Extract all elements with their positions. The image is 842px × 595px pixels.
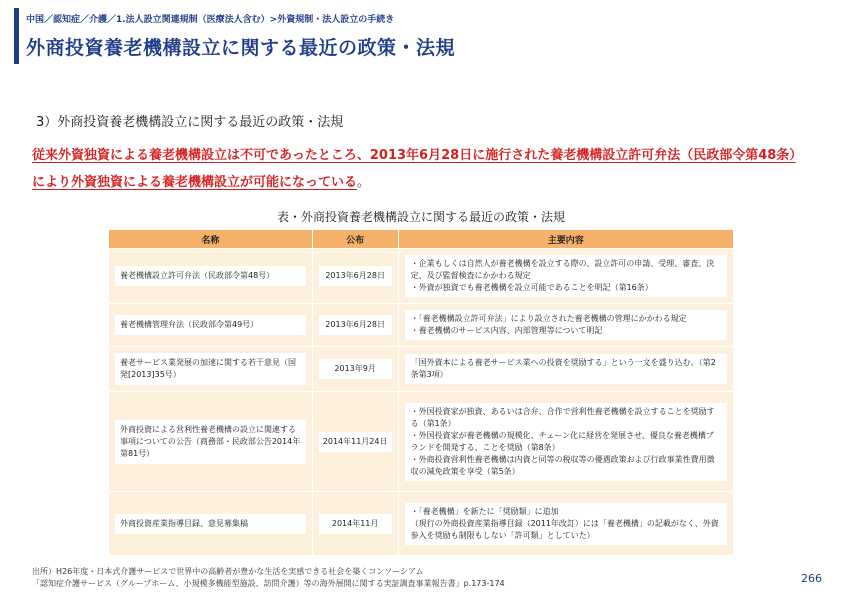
- row-name: 外商投資産業指導目録、意見募集稿: [115, 514, 306, 534]
- table-row: [109, 304, 734, 347]
- row-date: 2013年6月28日: [319, 315, 392, 335]
- breadcrumb: 中国／認知症／介護／1.法人設立関連規制（医療法人含む）>外資規制・法人設立の手続き: [26, 15, 395, 25]
- table-row: [109, 249, 734, 304]
- table-caption: 表・外商投資養老機構設立に関する最近の政策・法規: [276, 210, 565, 224]
- row-content: ・企業もしくは自然人が養老機構を設立する際の、設立許可の申請、受理、審査、決定、及び監督検査にかかわる規定 ・外資が独資でも養老機構を設立可能であることを明記（第16条）: [405, 255, 727, 297]
- key-finding: [32, 142, 802, 196]
- row-date: 2014年11月: [319, 514, 392, 534]
- page-number: 266: [801, 572, 822, 585]
- row-name: 外商投資による営利性養老機構の設立に関連する事項についての公告（商務部・民政部公告2014年第81号）: [115, 420, 306, 464]
- section-heading: 3）外商投資養老機構設立に関する最近の政策・法規: [36, 115, 344, 130]
- key-finding-period: 。: [357, 175, 371, 190]
- row-content: ・「養老機構」を新たに「奨励類」に追加 （現行の外商投資産業指導目録（2011年改訂）には「養老機構」の記載がなく、外資参入を奨励も制限もしない「許可類」としていた）: [405, 503, 727, 545]
- title-accent-bar: [14, 8, 19, 64]
- row-name: 養老機構管理弁法（民政部令第49号）: [115, 315, 306, 335]
- policy-table: [108, 229, 734, 556]
- header-content: 主要内容: [398, 230, 733, 249]
- source-note: [32, 566, 505, 590]
- table-row: [109, 347, 734, 392]
- row-name: 養老機構設立許可弁法（民政部令第48号）: [115, 266, 306, 286]
- header-date: 公布: [312, 230, 398, 249]
- row-content: 「国外資本による養老サービス業への投資を奨励する」という一文を盛り込む。（第2条第3項）: [405, 354, 727, 384]
- table-row: [109, 392, 734, 492]
- row-content: ・外国投資家が独資、あるいは合弁、合作で営利性養老機構を設立することを奨励する（第1条） ・外国投資家が養老機構の規模化、チェーン化に経営を発展させ、優良な養老機構ブランドを開発する、ことを奨励（第8条） ・外商投資営利性養老機構は内資と同等の税収等の優遇政策および行政事業性費用徴収の減免政策を享受（第5条）: [405, 403, 727, 481]
- row-date: 2013年9月: [319, 359, 392, 379]
- header-name: 名称: [109, 230, 313, 249]
- row-content: ・「養老機構設立許可弁法」により設立された養老機構の管理にかかわる規定 ・養老機構のサービス内容、内部管理等について明記: [405, 310, 727, 340]
- source-line-2: 「認知症介護サービス（グループホーム、小規模多機能型施設、訪問介護）等の海外展開に関する実証調査事業報告書」p.173-174: [32, 579, 505, 588]
- table-header-row: [109, 230, 734, 249]
- source-line-1: 出所）H26年度・日本式介護サービスで世界中の高齢者が豊かな生活を実感できる社会を築くコンソーシアム: [32, 567, 424, 576]
- table-row: [109, 492, 734, 556]
- key-finding-text: 従来外資独資による養老機構設立は不可であったところ、2013年6月28日に施行された養老機構設立許可弁法（民政部令第48条）により外資独資による養老機構設立が可能になっている: [32, 148, 796, 190]
- page-title: 外商投資養老機構設立に関する最近の政策・法規: [26, 37, 456, 59]
- row-date: 2014年11月24日: [319, 432, 392, 452]
- row-date: 2013年6月28日: [319, 266, 392, 286]
- row-name: 養老サービス業発展の加速に関する若干意見（国発[2013]35号）: [115, 353, 306, 385]
